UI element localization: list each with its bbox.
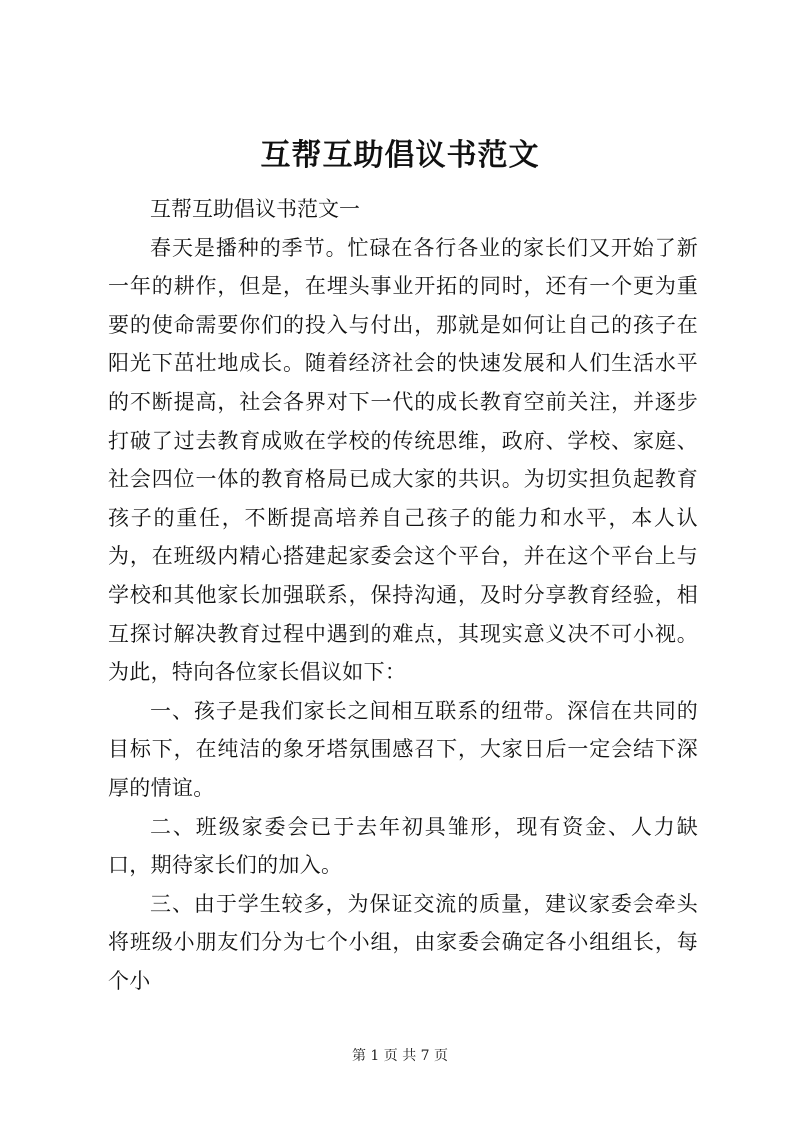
page-footer: 第 1 页 共 7 页	[351, 1048, 449, 1064]
document-body	[108, 190, 698, 1000]
paragraph-item-3: 三、由于学生较多，为保证交流的质量，建议家委会牵头将班级小朋友们分为七个小组，由家委会确定各小组组长，每个小	[108, 891, 698, 993]
section-heading: 互帮互助倡议书范文一	[150, 197, 360, 221]
document-title: 互帮互助倡议书范文	[260, 138, 540, 173]
paragraph-item-1: 一、孩子是我们家长之间相互联系的纽带。深信在共同的目标下，在纯洁的象牙塔氛围感召下，大家日后一定会结下深厚的情谊。	[108, 698, 698, 800]
paragraph-intro: 春天是播种的季节。忙碌在各行各业的家长们又开始了新一年的耕作，但是，在埋头事业开拓的同时，还有一个更为重要的使命需要你们的投入与付出，那就是如何让自己的孩子在阳光下茁壮地成长。随着经济社会的快速发展和人们生活水平的不断提高，社会各界对下一代的成长教育空前关注，并逐步打破了过去教育成败在学校的传统思维，政府、学校、家庭、社会四位一体的教育格局已成大家的共识。为切实担负起教育孩子的重任，不断提高培养自己孩子的能力和水平，本人认为，在班级内精心搭建起家委会这个平台，并在这个平台上与学校和其他家长加强联系，保持沟通，及时分享教育经验，相互探讨解决教育过程中遇到的难点，其现实意义决不可小视。为此，特向各位家长倡议如下：	[108, 235, 698, 685]
paragraph-item-2: 二、班级家委会已于去年初具雏形，现有资金、人力缺口，期待家长们的加入。	[108, 814, 698, 878]
